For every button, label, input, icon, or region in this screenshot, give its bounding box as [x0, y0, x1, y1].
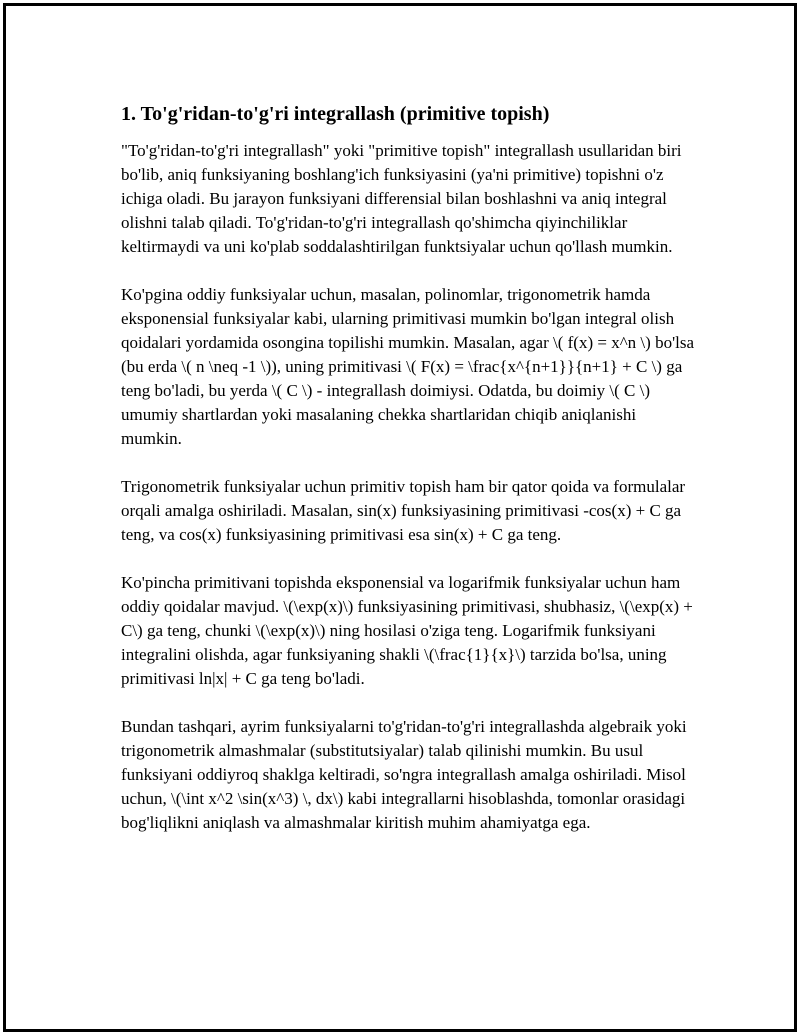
document-content: [121, 101, 696, 859]
paragraph-exp-log: Ko'pincha primitivani topishda eksponensial va logarifmik funksiyalar uchun ham oddiy qoidalar mavjud. \(\exp(x)\) funksiyasining primitivasi, shubhasiz, \(\exp(x) + C\) ga teng, chunki \(\exp(x)\) ning hosilasi o'ziga teng. Logarifmik funksiyani integralini olishda, agar funksiyaning shakli \(\frac{1}{x}\) tarzida bo'lsa, uning primitivasi ln|x| + C ga teng bo'ladi.: [121, 573, 693, 688]
paragraph-polynomials: Ko'pgina oddiy funksiyalar uchun, masalan, polinomlar, trigonometrik hamda eksponensial funksiyalar kabi, ularning primitivasi mumkin bo'lgan integral olish qoidalari yordamida osongina topilishi mumkin. Masalan, agar \( f(x) = x^n \) bo'lsa (bu erda \( n \neq -1 \)), uning primitivasi \( F(x) = \frac{x^{n+1}}{n+1} + C \) ga teng bo'ladi, bu yerda \( C \) - integrallash doimiysi. Odatda, bu doimiy \( C \) umumiy shartlardan yoki masalaning chekka shartlaridan chiqib aniqlanishi mumkin.: [121, 285, 695, 448]
paragraph-trigonometric: Trigonometrik funksiyalar uchun primitiv topish ham bir qator qoida va formulalar orqali amalga oshiriladi. Masalan, sin(x) funksiyasining primitivasi -cos(x) + C ga teng, va cos(x) funksiyasining primitivasi esa sin(x) + C ga teng.: [121, 477, 686, 544]
paragraph-intro: "To'g'ridan-to'g'ri integrallash" yoki "primitive topish" integrallash usullaridan biri bo'lib, aniq funksiyaning boshlang'ich funksiyasini (ya'ni primitive) topishni o'z ichiga oladi. Bu jarayon funksiyani differensial bilan boshlashni va aniq integral olishni talab qiladi. To'g'ridan-to'g'ri integrallash qo'shimcha qiyinchiliklar keltirmaydi va uni ko'plab soddalashtirilgan funktsiyalar uchun qo'llash mumkin.: [121, 141, 682, 256]
page-frame: [3, 3, 797, 1032]
section-heading: 1. To'g'ridan-to'g'ri integrallash (primitive topish): [121, 103, 550, 125]
paragraph-substitution: Bundan tashqari, ayrim funksiyalarni to'g'ridan-to'g'ri integrallashda algebraik yoki trigonometrik almashmalar (substitutsiyalar) talab qilinishi mumkin. Bu usul funksiyani oddiyroq shaklga keltiradi, so'ngra integrallash amalga oshiriladi. Misol uchun, \(\int x^2 \sin(x^3) \, dx\) kabi integrallarni hisoblashda, tomonlar orasidagi bog'liqlikni aniqlash va almashmalar kiritish muhim ahamiyatga ega.: [121, 717, 687, 832]
